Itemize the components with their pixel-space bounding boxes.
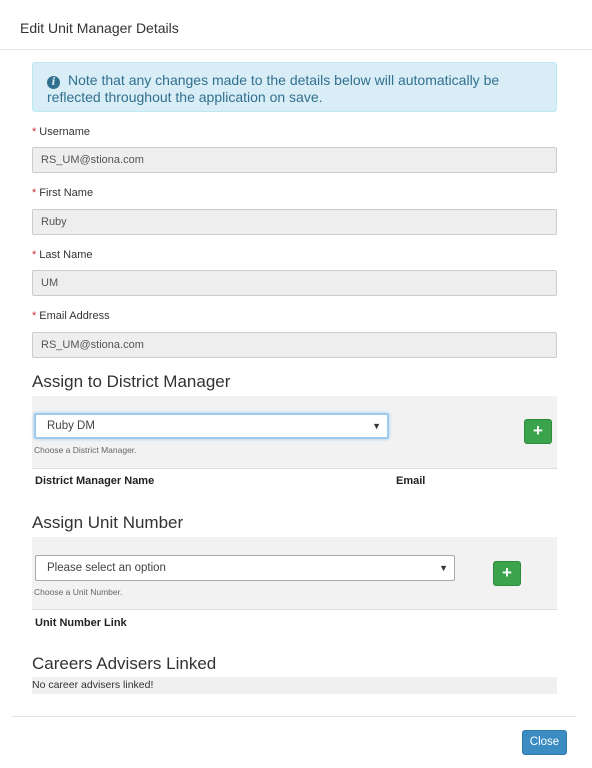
modal-header — [0, 0, 592, 50]
plus-icon: + — [533, 421, 543, 440]
district-manager-select[interactable]: Ruby DM ▼ — [34, 413, 389, 439]
unit-number-help: Choose a Unit Number. — [34, 587, 123, 597]
footer-divider — [12, 716, 576, 717]
unit-number-panel — [32, 537, 557, 610]
plus-icon: + — [502, 563, 512, 582]
column-district-manager-name: District Manager Name — [35, 475, 155, 487]
district-manager-heading: Assign to District Manager — [32, 372, 231, 391]
modal-title: Edit Unit Manager Details — [20, 20, 179, 36]
required-marker: * — [32, 187, 37, 199]
dropdown-arrow-icon: ▼ — [439, 563, 448, 573]
email-field[interactable]: RS_UM@stiona.com — [32, 332, 557, 358]
required-marker: * — [32, 310, 37, 322]
last-name-field[interactable]: UM — [32, 270, 557, 296]
district-manager-help: Choose a District Manager. — [34, 445, 137, 455]
add-district-manager-button[interactable] — [524, 419, 552, 444]
last-name-label: * Last Name — [32, 249, 93, 261]
column-email: Email — [396, 475, 426, 487]
add-unit-number-button[interactable] — [493, 561, 521, 586]
required-marker: * — [32, 249, 37, 261]
first-name-field[interactable]: Ruby — [32, 209, 557, 235]
required-marker: * — [32, 126, 37, 138]
column-unit-number-link: Unit Number Link — [35, 617, 127, 629]
alert-text: Note that any changes made to the details below will automatically be reflected throughout the application on save. — [47, 72, 500, 105]
unit-number-heading: Assign Unit Number — [32, 513, 184, 532]
district-manager-panel — [32, 396, 557, 469]
info-icon: i — [47, 76, 60, 89]
careers-advisers-heading: Careers Advisers Linked — [32, 654, 217, 673]
username-label: * Username — [32, 126, 91, 138]
username-field[interactable]: RS_UM@stiona.com — [32, 147, 557, 173]
dropdown-arrow-icon: ▼ — [372, 421, 381, 431]
first-name-label: * First Name — [32, 187, 94, 199]
info-alert — [32, 62, 557, 112]
close-button[interactable]: Close — [522, 730, 567, 755]
email-label: * Email Address — [32, 310, 110, 322]
no-advisers-message: No career advisers linked! — [32, 677, 557, 694]
unit-number-select[interactable]: Please select an option ▼ — [35, 555, 455, 581]
